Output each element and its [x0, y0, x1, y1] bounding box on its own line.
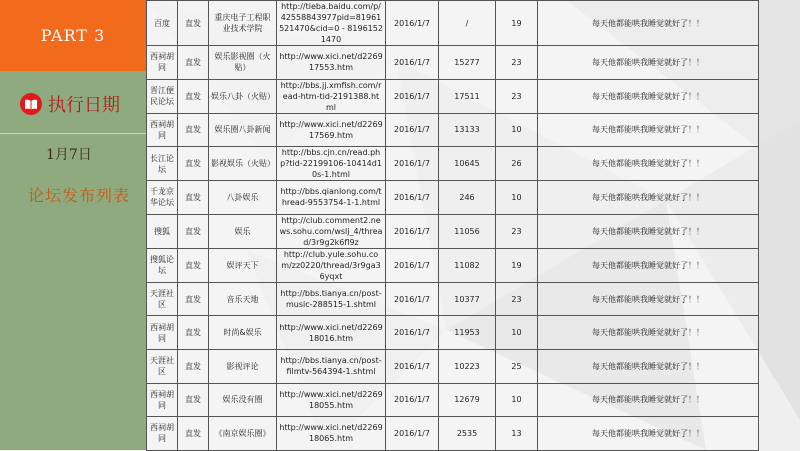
exec-date: 1月7日 — [46, 147, 92, 163]
cell-date: 2016/1/7 — [386, 349, 439, 383]
cell-type: 直发 — [178, 417, 209, 451]
forum-table-container — [146, 0, 758, 450]
cell-type: 直发 — [178, 113, 209, 147]
cell-board: 时尚&娱乐 — [209, 316, 277, 350]
table-row — [147, 316, 759, 350]
cell-url[interactable]: http://www.xici.net/d226917569.htm — [277, 113, 386, 147]
cell-views: 15277 — [439, 46, 496, 80]
cell-board: 重庆电子工程职业技术学院 — [209, 1, 277, 46]
cell-url[interactable]: http://bbs.tianya.cn/post-music-288515-1.shtml — [277, 282, 386, 316]
table-row — [147, 147, 759, 181]
cell-replies: 23 — [496, 282, 538, 316]
cell-board: 娱乐圈八卦新闻 — [209, 113, 277, 147]
cell-type: 直发 — [178, 1, 209, 46]
cell-slogan: 每天他都能哄我睡觉就好了！！ — [538, 282, 759, 316]
cell-slogan: 每天他都能哄我睡觉就好了！！ — [538, 79, 759, 113]
cell-views: 10645 — [439, 147, 496, 181]
cell-date: 2016/1/7 — [386, 79, 439, 113]
cell-type: 直发 — [178, 147, 209, 181]
cell-board: 娱乐八卦（火贴） — [209, 79, 277, 113]
cell-url[interactable]: http://club.comment2.news.sohu.com/wslj_4/thread/3r9g2k6fl9z — [277, 214, 386, 248]
cell-slogan: 每天他都能哄我睡觉就好了！！ — [538, 181, 759, 215]
cell-date: 2016/1/7 — [386, 383, 439, 417]
cell-site: 百度 — [147, 1, 178, 46]
cell-site: 长江论坛 — [147, 147, 178, 181]
cell-type: 直发 — [178, 383, 209, 417]
cell-slogan: 每天他都能哄我睡觉就好了！！ — [538, 113, 759, 147]
cell-site: 天涯社区 — [147, 349, 178, 383]
table-row — [147, 248, 759, 282]
cell-board: 影视娱乐（火贴） — [209, 147, 277, 181]
book-icon — [20, 93, 42, 115]
section-label: 论坛发布列表 — [28, 186, 131, 205]
cell-views: / — [439, 1, 496, 46]
cell-replies: 25 — [496, 349, 538, 383]
table-row — [147, 113, 759, 147]
cell-site: 千龙京华论坛 — [147, 181, 178, 215]
cell-views: 11953 — [439, 316, 496, 350]
cell-replies: 10 — [496, 383, 538, 417]
cell-site: 搜狐 — [147, 214, 178, 248]
cell-slogan: 每天他都能哄我睡觉就好了！！ — [538, 383, 759, 417]
table-row — [147, 349, 759, 383]
cell-replies: 10 — [496, 316, 538, 350]
table-row — [147, 46, 759, 80]
cell-replies: 13 — [496, 417, 538, 451]
cell-board: 音乐天地 — [209, 282, 277, 316]
cell-views: 17511 — [439, 79, 496, 113]
cell-slogan: 每天他都能哄我睡觉就好了！！ — [538, 349, 759, 383]
cell-site: 西祠胡同 — [147, 316, 178, 350]
cell-date: 2016/1/7 — [386, 181, 439, 215]
table-row — [147, 214, 759, 248]
cell-replies: 23 — [496, 214, 538, 248]
cell-board: 娱乐没有圈 — [209, 383, 277, 417]
cell-date: 2016/1/7 — [386, 214, 439, 248]
cell-type: 直发 — [178, 79, 209, 113]
part-title: PART 3 — [40, 26, 106, 45]
cell-date: 2016/1/7 — [386, 1, 439, 46]
cell-slogan: 每天他都能哄我睡觉就好了！！ — [538, 46, 759, 80]
cell-slogan: 每天他都能哄我睡觉就好了！！ — [538, 417, 759, 451]
cell-replies: 26 — [496, 147, 538, 181]
exec-title: 执行日期 — [48, 95, 120, 116]
cell-replies: 10 — [496, 113, 538, 147]
cell-date: 2016/1/7 — [386, 113, 439, 147]
cell-date: 2016/1/7 — [386, 282, 439, 316]
cell-slogan: 每天他都能哄我睡觉就好了！！ — [538, 248, 759, 282]
exec-date-heading — [20, 91, 120, 117]
cell-replies: 10 — [496, 181, 538, 215]
cell-type: 直发 — [178, 248, 209, 282]
cell-site: 西祠胡同 — [147, 113, 178, 147]
cell-slogan: 每天他都能哄我睡觉就好了！！ — [538, 147, 759, 181]
cell-views: 10223 — [439, 349, 496, 383]
cell-date: 2016/1/7 — [386, 417, 439, 451]
forum-table — [146, 0, 759, 451]
cell-type: 直发 — [178, 282, 209, 316]
cell-date: 2016/1/7 — [386, 316, 439, 350]
cell-replies: 19 — [496, 248, 538, 282]
cell-board: 娱评天下 — [209, 248, 277, 282]
cell-url[interactable]: http://bbs.qianlong.com/thread-9553754-1-1.html — [277, 181, 386, 215]
cell-views: 11082 — [439, 248, 496, 282]
cell-date: 2016/1/7 — [386, 248, 439, 282]
cell-type: 直发 — [178, 46, 209, 80]
cell-url[interactable]: http://bbs.cjn.cn/read.php?tid-22199106-10414d10s-1.html — [277, 147, 386, 181]
cell-url[interactable]: http://tieba.baidu.com/p/42558843977pid=81961521470&cid=0 - 81961521470 — [277, 1, 386, 46]
cell-site: 天涯社区 — [147, 282, 178, 316]
table-row — [147, 417, 759, 451]
cell-views: 13133 — [439, 113, 496, 147]
cell-url[interactable]: http://bbs.tianya.cn/post-filmtv-564394-1.shtml — [277, 349, 386, 383]
cell-board: 八卦娱乐 — [209, 181, 277, 215]
cell-slogan: 每天他都能哄我睡觉就好了！！ — [538, 214, 759, 248]
cell-board: 娱乐 — [209, 214, 277, 248]
cell-url[interactable]: http://www.xici.net/d226918055.htm — [277, 383, 386, 417]
cell-views: 246 — [439, 181, 496, 215]
part-banner — [0, 0, 146, 71]
cell-date: 2016/1/7 — [386, 147, 439, 181]
cell-board: 《南京娱乐圈》 — [209, 417, 277, 451]
cell-slogan: 每天他都能哄我睡觉就好了！！ — [538, 316, 759, 350]
cell-views: 2535 — [439, 417, 496, 451]
cell-date: 2016/1/7 — [386, 46, 439, 80]
cell-url[interactable]: http://www.xici.net/d226918016.htm — [277, 316, 386, 350]
cell-slogan: 每天他都能哄我睡觉就好了！！ — [538, 1, 759, 46]
cell-site: 晋江便民论坛 — [147, 79, 178, 113]
table-row — [147, 383, 759, 417]
cell-type: 直发 — [178, 214, 209, 248]
cell-type: 直发 — [178, 349, 209, 383]
cell-site: 西祠胡同 — [147, 383, 178, 417]
cell-replies: 23 — [496, 46, 538, 80]
cell-url[interactable]: http://bbs.jj.xmfish.com/read-htm-tid-2191388.html — [277, 79, 386, 113]
cell-type: 直发 — [178, 181, 209, 215]
cell-url[interactable]: http://www.xici.net/d226917553.htm — [277, 46, 386, 80]
cell-replies: 23 — [496, 79, 538, 113]
cell-views: 11056 — [439, 214, 496, 248]
cell-type: 直发 — [178, 316, 209, 350]
sidebar — [0, 71, 146, 450]
cell-url[interactable]: http://www.xici.net/d226918065.htm — [277, 417, 386, 451]
table-row — [147, 181, 759, 215]
cell-board: 影视评论 — [209, 349, 277, 383]
cell-replies: 19 — [496, 1, 538, 46]
cell-views: 12679 — [439, 383, 496, 417]
cell-site: 西祠胡同 — [147, 46, 178, 80]
cell-views: 10377 — [439, 282, 496, 316]
cell-site: 搜狐论坛 — [147, 248, 178, 282]
table-row — [147, 282, 759, 316]
table-row — [147, 79, 759, 113]
cell-site: 西祠胡同 — [147, 417, 178, 451]
table-row — [147, 1, 759, 46]
cell-board: 娱乐影视圈（火贴） — [209, 46, 277, 80]
cell-url[interactable]: http://club.yule.sohu.com/zz0220/thread/3r9ga36yqxt — [277, 248, 386, 282]
divider — [0, 133, 146, 134]
